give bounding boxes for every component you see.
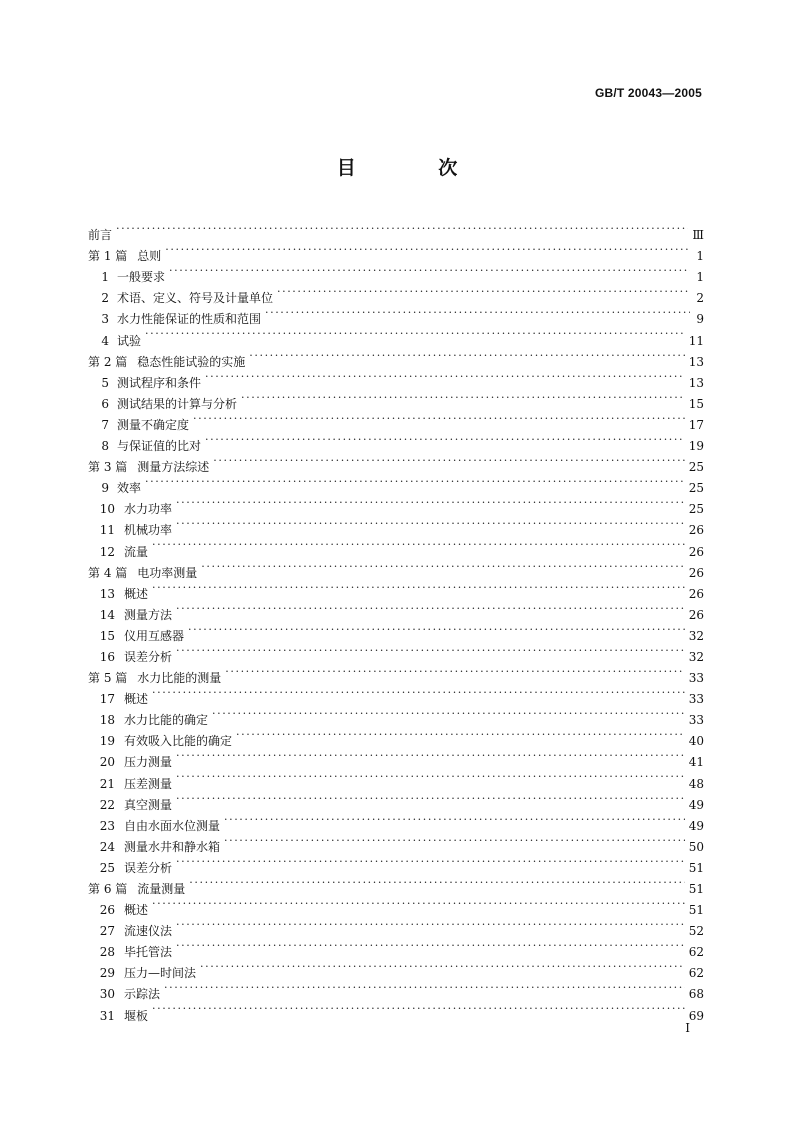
toc-entry-title: 测量方法 [124,607,173,622]
dot-leader [169,260,690,281]
dot-leader [249,345,684,366]
toc-entry-page: 62 [688,966,704,981]
toc-entry-title: 测量方法综述 [137,460,210,475]
toc-entry-title: 毕托管法 [124,945,173,960]
toc-entry[interactable] [88,872,704,896]
toc-entry[interactable] [88,956,704,981]
toc-entry[interactable] [88,682,704,707]
toc-entry-title: 总则 [137,249,162,264]
toc-entry-title: 稳态性能试验的实施 [137,354,246,369]
dot-leader [176,788,685,809]
toc-entry-number: 4 [101,333,109,348]
toc-entry-title: 误差分析 [124,860,173,875]
toc-entry-number: 1 [101,270,109,285]
toc-entry-title: 水力比能的测量 [137,671,222,686]
toc-entry-number: 17 [99,692,115,707]
toc-entry[interactable] [88,513,704,538]
toc-entry-title: 水力功率 [124,502,173,517]
toc-entry-page: 48 [688,776,704,791]
dot-leader [164,977,685,998]
toc-entry-number: 12 [99,544,115,559]
toc-entry-number: 9 [101,481,109,496]
toc-entry-title: 测试结果的计算与分析 [117,396,238,411]
dot-leader [145,471,685,492]
toc-entry-title: 测试程序和条件 [117,375,202,390]
toc-entry-page: 51 [688,882,704,896]
toc-entry-number: 2 [101,291,109,306]
toc-entry[interactable] [88,703,704,728]
toc-entry-title: 仪用互感器 [124,628,185,643]
toc-entry-page: 40 [688,734,704,749]
toc-entry-number: 16 [99,649,115,664]
toc-entry-page: 69 [688,1008,704,1023]
dot-leader [224,830,685,851]
toc-entry-number: 26 [99,903,115,918]
toc-entry-page: 26 [688,565,704,580]
toc-entry-title: 电功率测量 [137,565,198,580]
dot-leader [176,914,685,935]
toc-entry-page: 25 [688,460,704,475]
dot-leader [265,302,690,323]
toc-entry-number: 8 [101,439,109,454]
dot-leader [236,724,685,745]
toc-entry-title: 机械功率 [124,523,173,538]
toc-entry-title: 与保证值的比对 [117,439,202,454]
toc-entry[interactable] [88,345,704,369]
toc-entry-number: 14 [99,607,115,622]
toc-entry-number: 28 [99,945,115,960]
toc-entry-number: 18 [99,713,115,728]
dot-leader [200,956,685,977]
toc-entry-title: 测量不确定度 [117,417,190,432]
toc-entry-title: 术语、定义、符号及计量单位 [117,291,274,306]
toc-entry[interactable] [88,471,704,496]
dot-leader [176,766,685,787]
toc-entry-page: 1 [696,270,704,285]
toc-entry-page: 32 [688,649,704,664]
toc-entry[interactable] [88,788,704,812]
toc-entry-title: 水力比能的确定 [124,713,209,728]
dot-leader [152,893,685,914]
toc-entry-title: 示踪法 [124,987,161,1002]
dot-leader [224,809,685,830]
toc-entry-title: 误差分析 [124,649,173,664]
dot-leader [205,429,685,450]
dot-leader [176,598,685,619]
dot-leader [176,851,685,872]
toc-entry[interactable] [88,935,704,960]
toc-entry-page: 25 [688,481,704,496]
toc-entry-title: 压力—时间法 [124,966,197,981]
dot-leader [277,281,690,302]
toc-entry-number: 22 [99,797,115,812]
toc-entry-page: 68 [688,987,704,1002]
toc-entry-title: 试验 [117,333,142,348]
toc-entry-title: 前言 [88,228,113,243]
toc-entry[interactable] [88,218,704,243]
dot-leader [152,534,685,555]
footer-page-number: I [685,1021,690,1035]
toc-entry-number: 第 6 篇 [88,882,128,896]
toc-entry-title: 一般要求 [117,270,166,285]
toc-entry-number: 第 4 篇 [88,565,128,580]
toc-entry-number: 10 [99,502,115,517]
dot-leader [176,513,685,534]
dot-leader [176,492,685,513]
dot-leader [176,640,685,661]
toc-entry[interactable] [88,577,704,601]
toc-entry[interactable] [88,977,704,1002]
toc-entry-number: 25 [99,860,115,875]
toc-entry-number: 19 [99,734,115,749]
toc-entry-number: 第 1 篇 [88,249,128,264]
toc-entry-page: 17 [688,417,704,432]
toc-entry[interactable] [88,281,704,306]
toc-entry-page: 13 [688,354,704,369]
dot-leader [165,239,690,260]
toc-entry-number: 7 [101,417,109,432]
toc-entry-number: 3 [101,312,109,327]
toc-entry-page: 62 [688,945,704,960]
toc-entry-page: 2 [696,291,704,306]
dot-leader [145,323,685,344]
toc-entry-page: Ⅲ [692,228,704,243]
toc-entry-page: 26 [688,523,704,538]
toc-entry-title: 效率 [117,481,142,496]
toc-entry-page: 33 [688,671,704,686]
toc-entry-page: 32 [688,628,704,643]
toc-entry-page: 11 [688,333,704,348]
toc-entry-page: 9 [696,312,704,327]
dot-leader [212,703,685,724]
toc-entry-page: 49 [688,797,704,812]
toc-entry-page: 19 [688,439,704,454]
toc-entry-number: 13 [99,586,115,601]
toc-entry-number: 29 [99,966,115,981]
dot-leader [241,387,685,408]
toc-entry-page: 25 [688,502,704,517]
toc-entry[interactable] [88,492,704,517]
toc-entry-page: 15 [688,396,704,411]
toc-entry-page: 49 [688,818,704,833]
toc-entry-title: 概述 [124,692,149,707]
toc-entry[interactable] [88,766,704,791]
toc-entry-title: 测量水井和静水箱 [124,839,221,854]
toc-entry-page: 33 [688,692,704,707]
toc-entry[interactable] [88,260,704,285]
toc-entry[interactable] [88,323,704,348]
toc-entry-page: 1 [696,249,704,264]
toc-entry-number: 20 [99,755,115,770]
toc-entry-title: 有效吸入比能的确定 [124,734,233,749]
toc-entry-number: 第 3 篇 [88,460,128,475]
dot-leader [176,745,685,766]
toc-entry-title: 自由水面水位测量 [124,818,221,833]
toc-entry[interactable] [88,745,704,770]
toc-entry-number: 15 [99,628,115,643]
toc-entry-page: 51 [688,860,704,875]
dot-leader [176,935,685,956]
toc-entry[interactable] [88,851,704,875]
dot-leader [152,682,685,703]
toc-entry-number: 5 [101,375,109,390]
toc-entry-page: 33 [688,713,704,728]
toc-entry-title: 流速仪法 [124,924,173,939]
toc-entry-page: 51 [688,903,704,918]
toc-entry-number: 11 [99,523,115,538]
toc-entry-title: 水力性能保证的性质和范围 [117,312,262,327]
toc-entry-page: 26 [688,544,704,559]
toc-entry-page: 52 [688,924,704,939]
toc-entry-number: 6 [101,396,109,411]
toc-entry-page: 26 [688,586,704,601]
toc-entry-title: 流量测量 [137,882,186,896]
toc-entry-title: 压力测量 [124,755,173,770]
toc-entry-title: 堰板 [124,1008,149,1023]
dot-leader [213,450,684,471]
dot-leader [225,661,684,682]
toc-entry[interactable] [88,598,704,622]
dot-leader [188,619,685,640]
toc-entry-title: 压差测量 [124,776,173,791]
toc-entry[interactable] [88,619,704,643]
standard-code: GB/T 20043—2005 [594,86,702,100]
toc-entry-number: 30 [99,987,115,1002]
toc-entry-title: 概述 [124,586,149,601]
toc-entry-page: 13 [688,375,704,390]
toc-entry[interactable] [88,893,704,918]
toc-entry-number: 24 [99,839,115,854]
toc-entry-title: 真空测量 [124,797,173,812]
toc-entry-title: 概述 [124,903,149,918]
toc-entry-number: 23 [99,818,115,833]
dot-leader [152,998,685,1019]
dot-leader [193,408,685,429]
toc-entry[interactable] [88,239,704,264]
dot-leader [201,556,684,577]
dot-leader [189,872,684,893]
table-of-contents [88,218,704,1023]
toc-entry[interactable] [88,809,704,833]
page-title: 目 次 [336,157,496,179]
toc-entry-page: 26 [688,607,704,622]
toc-entry[interactable] [88,640,704,664]
dot-leader [205,366,685,387]
toc-entry[interactable] [88,661,704,686]
toc-entry[interactable] [88,534,704,559]
toc-entry[interactable] [88,914,704,939]
toc-entry[interactable] [88,998,704,1023]
toc-entry-number: 第 5 篇 [88,671,128,686]
dot-leader [116,218,688,239]
toc-entry-page: 41 [688,755,704,770]
toc-entry-page: 50 [688,839,704,854]
toc-entry-title: 流量 [124,544,149,559]
toc-entry-number: 27 [99,924,115,939]
toc-entry[interactable] [88,556,704,580]
toc-entry-number: 31 [99,1008,115,1023]
dot-leader [152,577,685,598]
toc-entry-number: 第 2 篇 [88,354,128,369]
toc-entry-number: 21 [99,776,115,791]
